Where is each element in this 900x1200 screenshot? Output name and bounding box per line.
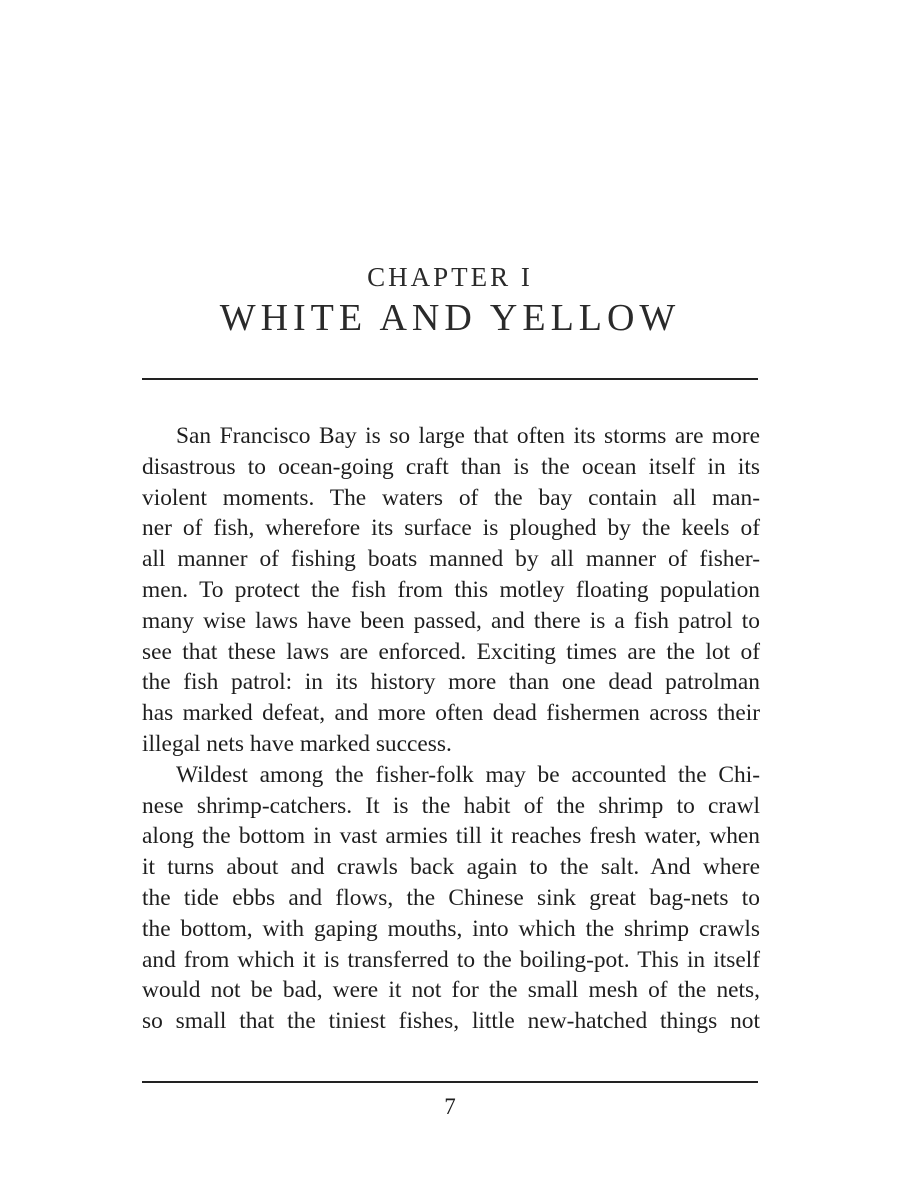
text-line: the tide ebbs and flows, the Chinese sink great bag-nets to xyxy=(142,884,760,911)
text-line: so small that the tiniest fishes, little new-hatched things not xyxy=(142,1008,760,1035)
text-line: see that these laws are enforced. Exciting times are the lot of xyxy=(142,638,760,665)
chapter-label: CHAPTER I xyxy=(367,262,533,292)
paragraph-1 xyxy=(142,421,760,760)
text-line: nese shrimp-catchers. It is the habit of the shrimp to crawl xyxy=(142,792,760,819)
text-line: many wise laws have been passed, and there is a fish patrol to xyxy=(142,607,760,634)
header-rule xyxy=(142,378,758,380)
text-line: men. To protect the fish from this motley floating population xyxy=(142,576,760,603)
paragraph-2 xyxy=(142,760,760,1037)
chapter-body xyxy=(142,421,760,1037)
text-line: the fish patrol: in its history more than one dead patrolman xyxy=(142,669,760,696)
text-line: it turns about and crawls back again to the salt. And where xyxy=(142,854,760,881)
text-line: Wildest among the fisher-folk may be accounted the Chi- xyxy=(176,761,760,788)
chapter-title: WHITE AND YELLOW xyxy=(219,297,681,339)
text-line: the bottom, with gaping mouths, into which the shrimp crawls xyxy=(142,915,760,942)
text-line: ner of fish, wherefore its surface is ploughed by the keels of xyxy=(142,515,760,542)
text-line: would not be bad, were it not for the small mesh of the nets, xyxy=(142,977,760,1004)
text-line: San Francisco Bay is so large that often its storms are more xyxy=(176,423,760,449)
text-line: has marked defeat, and more often dead fishermen across their xyxy=(142,700,760,727)
text-line: and from which it is transferred to the boiling-pot. This in itself xyxy=(142,946,760,973)
text-line: disastrous to ocean-going craft than is the ocean itself in its xyxy=(142,453,760,480)
text-line: violent moments. The waters of the bay contain all man- xyxy=(142,484,760,511)
text-line: all manner of fishing boats manned by all manner of fisher- xyxy=(142,546,760,573)
footer-rule xyxy=(142,1081,758,1083)
page-number: 7 xyxy=(444,1094,456,1119)
text-line: along the bottom in vast armies till it reaches fresh water, when xyxy=(142,823,760,850)
text-line: illegal nets have marked success. xyxy=(142,730,452,757)
